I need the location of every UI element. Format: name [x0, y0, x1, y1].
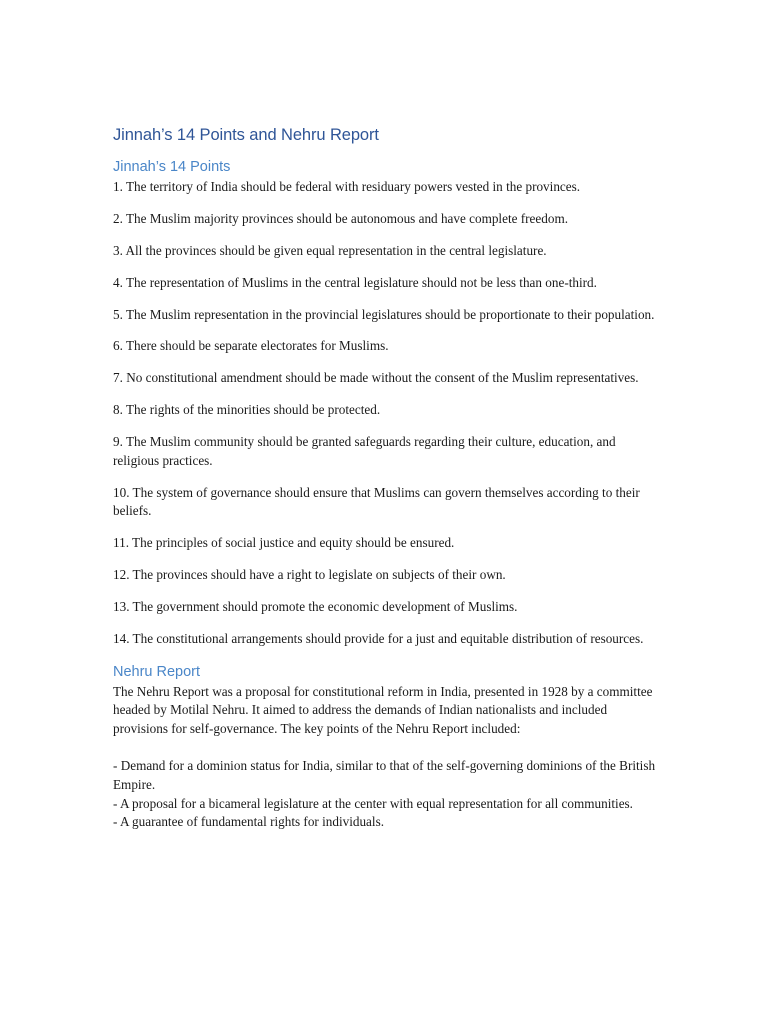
document-title: Jinnah’s 14 Points and Nehru Report [113, 126, 379, 144]
point-13: 13. The government should promote the economic development of Muslims. [113, 598, 518, 614]
point-7: 7. No constitutional amendment should be made without the consent of the Muslim representatives. [113, 370, 639, 386]
point-2: 2. The Muslim majority provinces should be autonomous and have complete freedom. [113, 210, 568, 226]
point-14: 14. The constitutional arrangements should provide for a just and equitable distribution of resources. [113, 630, 644, 646]
point-11: 11. The principles of social justice and equity should be ensured. [113, 535, 455, 551]
section-heading-nehru: Nehru Report [113, 663, 201, 680]
list-item: - A proposal for a bicameral legislature at the center with equal representation for all communities. [113, 795, 633, 811]
point-8: 8. The rights of the minorities should be protected. [113, 402, 381, 418]
nehru-intro-paragraph: The Nehru Report was a proposal for constitutional reform in India, presented in 1928 by a committee headed by Motilal Nehru. It aimed to address the demands of Indian nationalists and included provisions for self-governance. The key points of the Nehru Report included: [113, 683, 653, 736]
document-page [113, 124, 658, 832]
point-12: 12. The provinces should have a right to legislate on subjects of their own. [113, 566, 506, 582]
point-3: 3. All the provinces should be given equal representation in the central legislature. [113, 242, 547, 258]
point-1: 1. The territory of India should be federal with residuary powers vested in the provinces. [113, 179, 581, 194]
point-4: 4. The representation of Muslims in the central legislature should not be less than one-third. [113, 274, 597, 290]
point-10: 10. The system of governance should ensure that Muslims can govern themselves according to their beliefs. [113, 484, 640, 519]
section-nehru-report [113, 662, 658, 832]
point-9: 9. The Muslim community should be granted safeguards regarding their culture, education, and religious practices. [113, 434, 616, 468]
list-item: - Demand for a dominion status for India, similar to that of the self-governing dominions of the British Empire. [113, 758, 656, 793]
nehru-key-points-list [113, 757, 658, 831]
section-heading-jinnah: Jinnah’s 14 Points [113, 159, 231, 175]
list-item: - A guarantee of fundamental rights for individuals. [113, 814, 385, 830]
section-jinnah-points [113, 157, 658, 648]
point-6: 6. There should be separate electorates for Muslims. [113, 338, 389, 354]
point-5: 5. The Muslim representation in the provincial legislatures should be proportionate to their population. [113, 306, 655, 322]
